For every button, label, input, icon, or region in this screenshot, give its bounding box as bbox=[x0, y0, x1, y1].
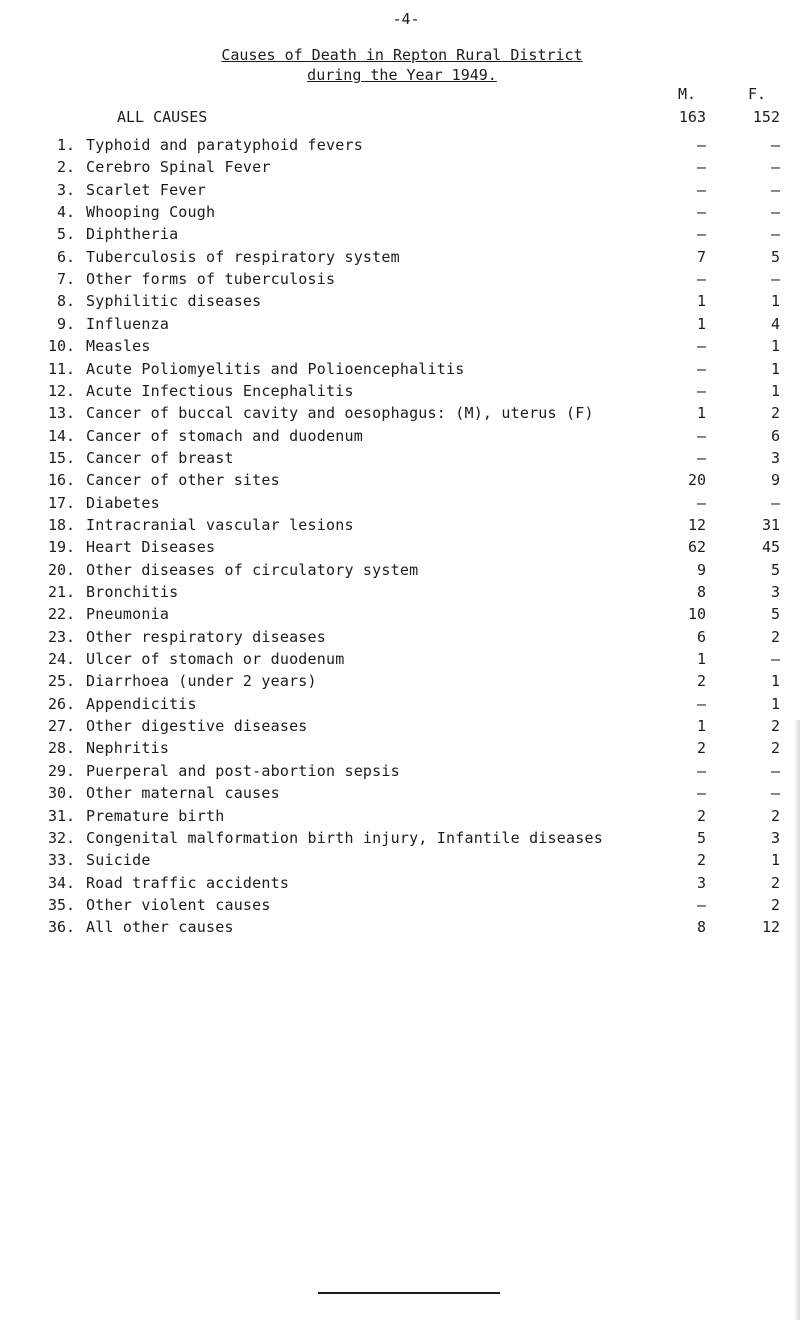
row-number-dot: . bbox=[66, 158, 76, 177]
row-number-dot: . bbox=[66, 270, 76, 289]
row-number: 27 bbox=[47, 717, 66, 736]
row-number-dot: . bbox=[66, 136, 76, 154]
table-row bbox=[0, 603, 800, 625]
row-number-dot: . bbox=[66, 895, 76, 914]
cause-label: Other forms of tuberculosis bbox=[86, 270, 336, 289]
row-number: 28 bbox=[47, 739, 66, 758]
female-count: – bbox=[770, 493, 780, 512]
row-number-dot: . bbox=[66, 761, 76, 780]
table-row bbox=[0, 201, 800, 223]
row-number: 13 bbox=[47, 404, 66, 423]
row-number-dot: . bbox=[66, 247, 76, 266]
female-count: – bbox=[770, 203, 780, 222]
male-count: 2 bbox=[696, 672, 706, 691]
female-count: – bbox=[770, 136, 780, 154]
row-number-dot: . bbox=[66, 180, 76, 199]
table-row bbox=[0, 670, 800, 692]
row-number-dot: . bbox=[66, 471, 76, 490]
cause-label: Other diseases of circulatory system bbox=[86, 560, 419, 579]
male-count: – bbox=[696, 784, 706, 803]
row-number: 9 bbox=[56, 314, 66, 333]
table-row bbox=[0, 872, 800, 894]
female-count: 2 bbox=[770, 627, 780, 646]
male-count: – bbox=[696, 270, 706, 289]
row-number-dot: . bbox=[66, 203, 76, 222]
row-number: 19 bbox=[47, 538, 66, 557]
cause-label: Congenital malformation birth injury, Infantile diseases bbox=[86, 828, 603, 847]
row-number: 31 bbox=[47, 806, 66, 825]
male-count: 62 bbox=[687, 538, 706, 557]
table-row bbox=[0, 715, 800, 737]
male-count: – bbox=[696, 694, 706, 713]
table-row bbox=[0, 492, 800, 514]
male-count: 8 bbox=[696, 583, 706, 601]
male-count: 9 bbox=[696, 560, 706, 579]
cause-label: Intracranial vascular lesions bbox=[86, 515, 354, 534]
row-number-dot: . bbox=[66, 314, 76, 333]
row-number-dot: . bbox=[66, 650, 76, 669]
table-row bbox=[0, 693, 800, 715]
table-row bbox=[0, 335, 800, 357]
female-count: 2 bbox=[770, 717, 780, 736]
row-number-dot: . bbox=[66, 806, 76, 825]
cause-label: Cancer of buccal cavity and oesophagus: (M), uterus (F) bbox=[86, 404, 594, 423]
row-number: 6 bbox=[56, 247, 66, 266]
male-count: 12 bbox=[687, 515, 706, 534]
male-count: – bbox=[696, 493, 706, 512]
cause-label: Suicide bbox=[86, 851, 151, 870]
male-count: 20 bbox=[687, 471, 706, 490]
female-count: 12 bbox=[761, 918, 780, 937]
row-number-dot: . bbox=[66, 426, 76, 445]
row-number: 12 bbox=[47, 381, 66, 400]
row-number: 14 bbox=[47, 426, 66, 445]
row-number-dot: . bbox=[66, 784, 76, 803]
cause-label: Other maternal causes bbox=[86, 784, 280, 803]
row-number: 20 bbox=[47, 560, 66, 579]
cause-label: Typhoid and paratyphoid fevers bbox=[86, 136, 363, 154]
row-number-dot: . bbox=[66, 538, 76, 557]
female-count: – bbox=[770, 180, 780, 199]
male-count: – bbox=[696, 203, 706, 222]
row-number: 4 bbox=[56, 203, 66, 222]
row-number-dot: . bbox=[66, 605, 76, 624]
female-count: 5 bbox=[770, 605, 780, 624]
row-number-dot: . bbox=[66, 404, 76, 423]
male-count: 10 bbox=[687, 605, 706, 624]
female-count: – bbox=[770, 650, 780, 669]
row-number: 35 bbox=[47, 895, 66, 914]
row-number: 36 bbox=[47, 918, 66, 937]
table-row bbox=[0, 559, 800, 581]
column-header-male: M. bbox=[678, 85, 697, 103]
cause-label: Nephritis bbox=[86, 739, 170, 758]
row-number-dot: . bbox=[66, 672, 76, 691]
row-number-dot: . bbox=[66, 828, 76, 847]
male-count: 6 bbox=[696, 627, 706, 646]
female-count: 4 bbox=[770, 314, 780, 333]
cause-label: Acute Poliomyelitis and Polioencephalitis bbox=[86, 359, 465, 378]
female-count: – bbox=[770, 270, 780, 289]
row-number: 2 bbox=[56, 158, 66, 177]
row-number: 17 bbox=[47, 493, 66, 512]
male-count: – bbox=[696, 381, 706, 400]
row-number-dot: . bbox=[66, 918, 76, 937]
cause-label: Other violent causes bbox=[86, 895, 271, 914]
row-number: 22 bbox=[47, 605, 66, 624]
row-number-dot: . bbox=[66, 851, 76, 870]
table-row bbox=[0, 223, 800, 245]
row-number-dot: . bbox=[66, 359, 76, 378]
cause-label: Puerperal and post-abortion sepsis bbox=[86, 761, 400, 780]
female-count: 6 bbox=[770, 426, 780, 445]
row-number: 10 bbox=[47, 337, 66, 356]
female-count: 1 bbox=[770, 337, 780, 356]
cause-label: Cancer of other sites bbox=[86, 471, 280, 490]
row-number: 26 bbox=[47, 694, 66, 713]
female-count: 1 bbox=[770, 292, 780, 311]
row-number: 1 bbox=[56, 136, 66, 154]
male-count: – bbox=[696, 180, 706, 199]
female-count: 5 bbox=[770, 247, 780, 266]
row-number-dot: . bbox=[66, 873, 76, 892]
table-row bbox=[0, 760, 800, 782]
cause-label: Whooping Cough bbox=[86, 203, 216, 222]
cause-label: Bronchitis bbox=[86, 583, 179, 601]
female-count: – bbox=[770, 761, 780, 780]
row-number: 3 bbox=[56, 180, 66, 199]
cause-label: Premature birth bbox=[86, 806, 225, 825]
female-count: – bbox=[770, 158, 780, 177]
table-row bbox=[0, 514, 800, 536]
row-number: 15 bbox=[47, 448, 66, 467]
row-number-dot: . bbox=[66, 381, 76, 400]
male-count: – bbox=[696, 761, 706, 780]
cause-label: Scarlet Fever bbox=[86, 180, 206, 199]
page-edge-shadow bbox=[794, 720, 800, 1320]
all-causes-female: 152 bbox=[752, 108, 780, 126]
male-count: – bbox=[696, 337, 706, 356]
male-count: 1 bbox=[696, 650, 706, 669]
male-count: 5 bbox=[696, 828, 706, 847]
table-row bbox=[0, 402, 800, 424]
all-causes-row bbox=[0, 108, 800, 130]
male-count: – bbox=[696, 158, 706, 177]
page-number: -4- bbox=[392, 10, 420, 28]
cause-label: Pneumonia bbox=[86, 605, 170, 624]
table-row bbox=[0, 581, 800, 603]
cause-label: Ulcer of stomach or duodenum bbox=[86, 650, 345, 669]
male-count: – bbox=[696, 448, 706, 467]
female-count: 2 bbox=[770, 895, 780, 914]
table-row bbox=[0, 782, 800, 804]
male-count: 1 bbox=[696, 314, 706, 333]
row-number: 16 bbox=[47, 471, 66, 490]
female-count: 31 bbox=[761, 515, 780, 534]
table-row bbox=[0, 380, 800, 402]
table-row bbox=[0, 805, 800, 827]
cause-label: Cancer of breast bbox=[86, 448, 234, 467]
row-number-dot: . bbox=[66, 627, 76, 646]
male-count: – bbox=[696, 359, 706, 378]
row-number-dot: . bbox=[66, 337, 76, 356]
female-count: 3 bbox=[770, 828, 780, 847]
table-row bbox=[0, 179, 800, 201]
female-count: 3 bbox=[770, 583, 780, 601]
row-number: 18 bbox=[47, 515, 66, 534]
female-count: 1 bbox=[770, 359, 780, 378]
table-row bbox=[0, 447, 800, 469]
female-count: 3 bbox=[770, 448, 780, 467]
row-number-dot: . bbox=[66, 717, 76, 736]
title-line-2: during the Year 1949. bbox=[307, 66, 497, 84]
male-count: 2 bbox=[696, 806, 706, 825]
male-count: – bbox=[696, 895, 706, 914]
cause-label: Tuberculosis of respiratory system bbox=[86, 247, 400, 266]
table-row bbox=[0, 849, 800, 871]
table-row bbox=[0, 737, 800, 759]
female-count: 5 bbox=[770, 560, 780, 579]
row-number-dot: . bbox=[66, 225, 76, 244]
cause-label: Other respiratory diseases bbox=[86, 627, 326, 646]
female-count: 2 bbox=[770, 739, 780, 758]
row-number: 23 bbox=[47, 627, 66, 646]
row-number: 25 bbox=[47, 672, 66, 691]
cause-label: Syphilitic diseases bbox=[86, 292, 262, 311]
row-number-dot: . bbox=[66, 515, 76, 534]
female-count: 9 bbox=[770, 471, 780, 490]
cause-label: Other digestive diseases bbox=[86, 717, 308, 736]
male-count: – bbox=[696, 136, 706, 154]
cause-label: Cerebro Spinal Fever bbox=[86, 158, 271, 177]
cause-label: All other causes bbox=[86, 918, 234, 937]
row-number: 29 bbox=[47, 761, 66, 780]
male-count: 2 bbox=[696, 739, 706, 758]
row-number: 21 bbox=[47, 583, 66, 601]
table-row bbox=[0, 268, 800, 290]
all-causes-male: 163 bbox=[678, 108, 706, 126]
male-count: – bbox=[696, 225, 706, 244]
male-count: 1 bbox=[696, 292, 706, 311]
table-row bbox=[0, 156, 800, 178]
male-count: 8 bbox=[696, 918, 706, 937]
male-count: 3 bbox=[696, 873, 706, 892]
end-rule bbox=[318, 1292, 500, 1294]
table-row bbox=[0, 894, 800, 916]
female-count: 2 bbox=[770, 404, 780, 423]
male-count: 2 bbox=[696, 851, 706, 870]
table-row bbox=[0, 246, 800, 268]
cause-label: Diphtheria bbox=[86, 225, 179, 244]
row-number: 8 bbox=[56, 292, 66, 311]
female-count: 2 bbox=[770, 873, 780, 892]
female-count: 1 bbox=[770, 381, 780, 400]
row-number-dot: . bbox=[66, 739, 76, 758]
male-count: – bbox=[696, 426, 706, 445]
male-count: 1 bbox=[696, 717, 706, 736]
row-number: 30 bbox=[47, 784, 66, 803]
female-count: 2 bbox=[770, 806, 780, 825]
row-number-dot: . bbox=[66, 448, 76, 467]
female-count: – bbox=[770, 784, 780, 803]
table-row bbox=[0, 358, 800, 380]
female-count: 45 bbox=[761, 538, 780, 557]
title-line-1: Causes of Death in Repton Rural District bbox=[221, 46, 583, 64]
table-row bbox=[0, 134, 800, 156]
row-number-dot: . bbox=[66, 292, 76, 311]
table-row bbox=[0, 536, 800, 558]
table-row bbox=[0, 425, 800, 447]
male-count: 1 bbox=[696, 404, 706, 423]
female-count: – bbox=[770, 225, 780, 244]
female-count: 1 bbox=[770, 672, 780, 691]
cause-label: Cancer of stomach and duodenum bbox=[86, 426, 363, 445]
row-number-dot: . bbox=[66, 560, 76, 579]
cause-label: Diarrhoea (under 2 years) bbox=[86, 672, 317, 691]
cause-label: Appendicitis bbox=[86, 694, 197, 713]
table-row bbox=[0, 313, 800, 335]
all-causes-label: ALL CAUSES bbox=[117, 108, 208, 126]
row-number-dot: . bbox=[66, 694, 76, 713]
table-row bbox=[0, 290, 800, 312]
row-number: 32 bbox=[47, 828, 66, 847]
row-number: 5 bbox=[56, 225, 66, 244]
cause-label: Diabetes bbox=[86, 493, 160, 512]
cause-label: Acute Infectious Encephalitis bbox=[86, 381, 354, 400]
row-number: 33 bbox=[47, 851, 66, 870]
male-count: 7 bbox=[696, 247, 706, 266]
female-count: 1 bbox=[770, 694, 780, 713]
table-row bbox=[0, 827, 800, 849]
row-number: 34 bbox=[47, 873, 66, 892]
row-number: 11 bbox=[47, 359, 66, 378]
page-title bbox=[182, 45, 622, 85]
cause-label: Heart Diseases bbox=[86, 538, 216, 557]
table-row bbox=[0, 469, 800, 491]
cause-label: Influenza bbox=[86, 314, 170, 333]
row-number-dot: . bbox=[66, 493, 76, 512]
cause-label: Road traffic accidents bbox=[86, 873, 290, 892]
row-number: 7 bbox=[56, 270, 66, 289]
row-number: 24 bbox=[47, 650, 66, 669]
cause-label: Measles bbox=[86, 337, 151, 356]
table-row bbox=[0, 648, 800, 670]
table-row bbox=[0, 626, 800, 648]
column-header-female: F. bbox=[748, 85, 767, 103]
female-count: 1 bbox=[770, 851, 780, 870]
row-number-dot: . bbox=[66, 583, 76, 601]
table-row bbox=[0, 916, 800, 938]
